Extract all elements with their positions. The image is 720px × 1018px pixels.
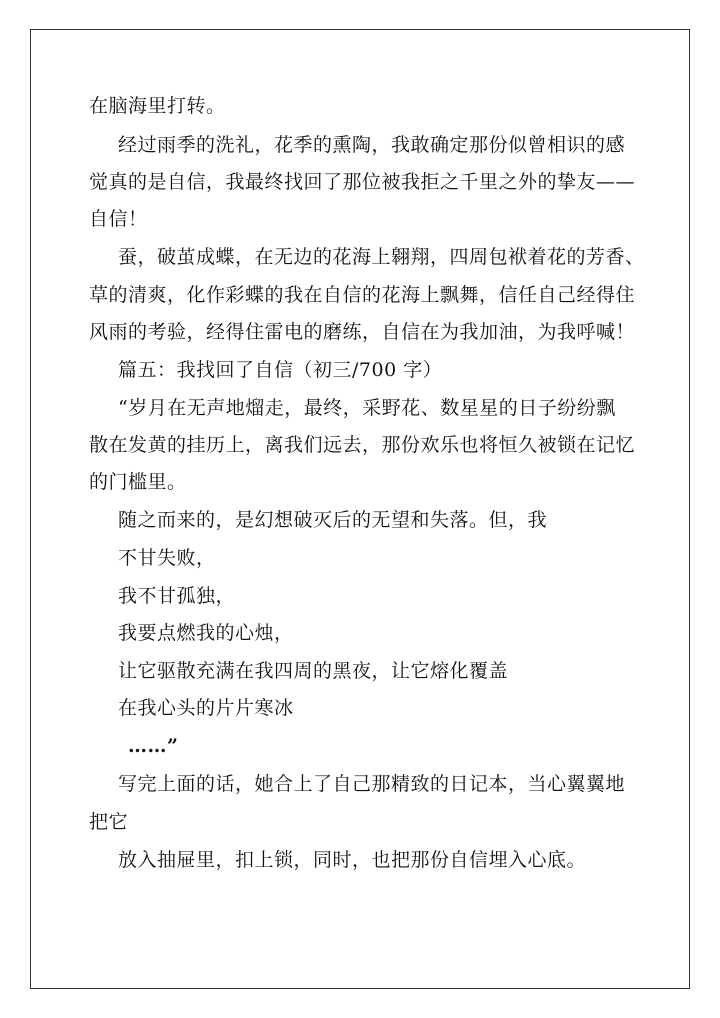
text-line: 草的清爽，化作彩蝶的我在自信的花海上飘舞，信任自己经得住 bbox=[89, 284, 636, 306]
poem-line: 不甘失败， bbox=[118, 547, 216, 569]
poem-line: ……” bbox=[128, 735, 179, 757]
text-line: 的门槛里。 bbox=[89, 471, 187, 493]
text-line: 自信！ bbox=[89, 208, 148, 230]
text-line: 在脑海里打转。 bbox=[89, 95, 226, 117]
poem-line: 在我心头的片片寒冰 bbox=[118, 697, 294, 719]
text-line: 觉真的是自信，我最终找回了那位被我拒之千里之外的挚友—— bbox=[89, 171, 636, 193]
text-line: 随之而来的，是幻想破灭后的无望和失落。但，我 bbox=[118, 509, 548, 531]
text-line: 放入抽屉里，扣上锁，同时，也把那份自信埋入心底。 bbox=[118, 849, 587, 871]
section-heading: 篇五：我找回了自信（初三/700 字） bbox=[118, 359, 443, 381]
poem-line: 让它驱散充满在我四周的黑夜，让它熔化覆盖 bbox=[118, 660, 509, 682]
text-line: 把它 bbox=[89, 811, 129, 833]
poem-line: 我不甘孤独， bbox=[118, 585, 236, 607]
text-line: “岁月在无声地熘走，最终，采野花、数星星的日子纷纷飘 bbox=[118, 397, 616, 419]
text-line: 散在发黄的挂历上，离我们远去，那份欢乐也将恒久被锁在记忆 bbox=[89, 434, 636, 456]
text-line: 蚕，破茧成蝶，在无边的花海上翱翔，四周包袱着花的芳香、 bbox=[118, 246, 645, 268]
text-line: 经过雨季的洗礼，花季的熏陶，我敢确定那份似曾相识的感 bbox=[118, 134, 626, 156]
text-line: 风雨的考验，经得住雷电的磨练，自信在为我加油，为我呼喊！ bbox=[89, 321, 636, 343]
text-line: 写完上面的话，她合上了自己那精致的日记本，当心翼翼地 bbox=[118, 773, 626, 795]
poem-line: 我要点燃我的心烛， bbox=[118, 622, 294, 644]
